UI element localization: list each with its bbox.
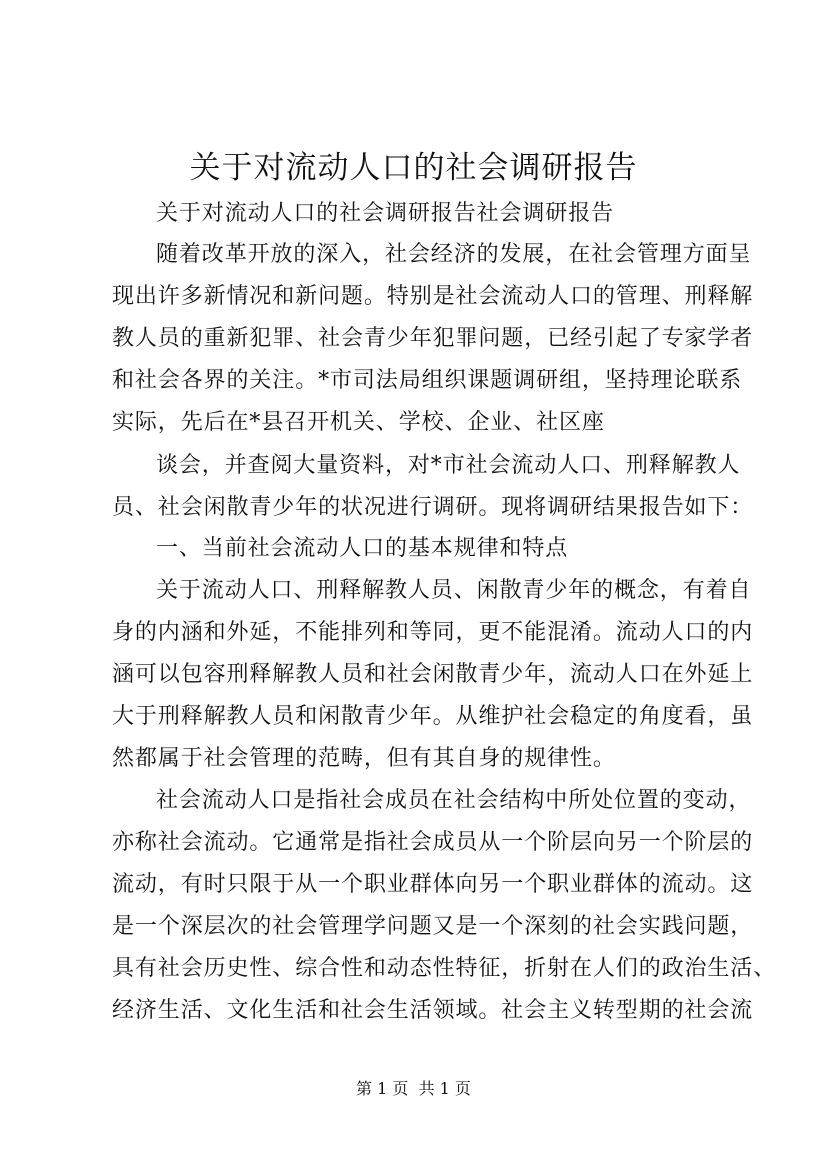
paragraph-line: 谈会，并查阅大量资料，对*市社会流动人口、刑释解教人: [156, 453, 741, 478]
paragraph-line: 随着改革开放的深入，社会经济的发展，在社会管理方面呈: [156, 242, 752, 267]
paragraph-line: 然都属于社会管理的范畴，但有其自身的规律性。: [112, 746, 616, 771]
paragraph-line: 身的内涵和外延，不能排列和等同，更不能混淆。流动人口的内: [112, 620, 754, 645]
paragraph-line: 关于对流动人口的社会调研报告社会调研报告: [156, 201, 615, 226]
paragraph-line: 关于流动人口、刑释解教人员、闲散青少年的概念，有着自: [156, 578, 752, 603]
page-footer: 第 1 页 共 1 页: [356, 1079, 471, 1098]
paragraph-line: 现出许多新情况和新问题。特别是社会流动人口的管理、刑释解: [112, 284, 754, 309]
paragraph-line: 实际，先后在*县召开机关、学校、企业、社区座: [112, 410, 605, 435]
paragraph-line: 教人员的重新犯罪、社会青少年犯罪问题，已经引起了专家学者: [112, 326, 754, 351]
paragraph-line: 大于刑释解教人员和闲散青少年。从维护社会稳定的角度看，虽: [112, 704, 754, 729]
paragraph-line: 亦称社会流动。它通常是指社会成员从一个阶层向另一个阶层的: [112, 830, 754, 855]
document-title: 关于对流动人口的社会调研报告: [189, 150, 638, 186]
paragraph-line: 具有社会历史性、综合性和动态性特征，折射在人们的政治生活、: [112, 956, 777, 981]
paragraph-line: 社会流动人口是指社会成员在社会结构中所处位置的变动，: [156, 788, 752, 813]
paragraph-line: 涵可以包容刑释解教人员和社会闲散青少年，流动人口在外延上: [112, 662, 754, 687]
paragraph-line: 经济生活、文化生活和社会生活领域。社会主义转型期的社会流: [112, 998, 754, 1023]
section-heading: 一、当前社会流动人口的基本规律和特点: [156, 536, 569, 561]
paragraph-line: 流动，有时只限于从一个职业群体向另一个职业群体的流动。这: [112, 872, 754, 897]
paragraph-line: 员、社会闲散青少年的状况进行调研。现将调研结果报告如下：: [112, 495, 754, 520]
paragraph-line: 和社会各界的关注。*市司法局组织课题调研组，坚持理论联系: [112, 368, 743, 393]
paragraph-line: 是一个深层次的社会管理学问题又是一个深刻的社会实践问题，: [112, 914, 754, 939]
